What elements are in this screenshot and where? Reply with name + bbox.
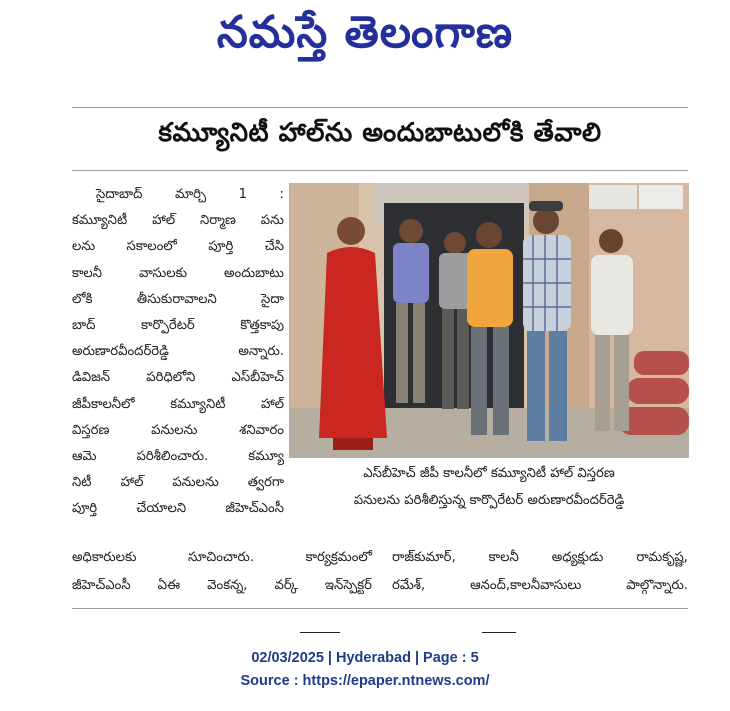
article-line: ఆమె పరిశీలించారు. కమ్యూ xyxy=(72,448,284,464)
article-line: కమ్యూనిటీ హాల్ నిర్మాణ పను xyxy=(72,213,284,229)
photo-caption xyxy=(289,460,689,524)
article-line: జీహెచ్‌ఎంసీ ఏఈ వెంకన్న, వర్క్ ఇన్‌స్పెక్టర్ xyxy=(72,578,372,593)
headline-divider xyxy=(72,170,688,171)
article-bottom-left xyxy=(72,544,372,600)
article-headline: కమ్యూనిటీ హాల్‌ను అందుబాటులోకి తేవాలి xyxy=(158,118,602,148)
article-line: జీపీకాలనీలో కమ్యూనిటీ హాల్ xyxy=(72,396,284,412)
article-line: డివిజన్ పరిధిలోని ఎస్‌బీహెచ్ xyxy=(72,370,284,386)
article-line: లను సకాలంలో పూర్తి చేసి xyxy=(72,239,284,255)
article-line: విస్తరణ పనులను శనివారం xyxy=(72,422,284,438)
photo-caption-line: ఎస్‌బీహెచ్ జీపీ కాలనీలో కమ్యూనిటీ హాల్ విస్తరణ xyxy=(363,466,615,481)
next-article-glimpse xyxy=(230,624,550,633)
photo-caption-line: పనులను పరిశీలిస్తున్న కార్పొరేటర్ అరుణారవీందర్‌రెడ్డి xyxy=(353,493,625,508)
article-left-column xyxy=(72,182,284,522)
news-photo xyxy=(289,183,689,458)
article-line: పూర్తి చేయాలని జీహెచ్‌ఎంసీ xyxy=(72,501,284,517)
article-line: నిటీ హాల్ పనులను త్వరగా xyxy=(72,475,284,491)
article-line: అధికారులకు సూచించారు. కార్యక్రమంలో xyxy=(72,550,372,565)
top-divider xyxy=(72,107,688,108)
article-line: అరుణారవీందర్‌రెడ్డి అన్నారు. xyxy=(72,344,284,360)
article-line: రమేశ్, ఆనంద్,కాలనీవాసులు పాల్గొన్నారు. xyxy=(392,578,688,593)
bottom-divider xyxy=(72,608,688,609)
article-dateline: సైదాబాద్ మార్చి 1 : xyxy=(96,187,284,202)
masthead-title: నమస్తే తెలంగాణ xyxy=(216,7,514,58)
article-line: లోకి తీసుకురావాలని సైదా xyxy=(72,291,284,307)
article-line: బాద్ కార్పొరేటర్ కొత్తకాపు xyxy=(72,317,284,333)
article-bottom-right xyxy=(392,544,688,600)
edition-line: 02/03/2025 | Hyderabad | Page : 5 xyxy=(251,650,479,666)
source-line: Source : https://epaper.ntnews.com/ xyxy=(240,673,490,689)
article-line: రాజ్‌కుమార్, కాలనీ అధ్యక్షుడు రామకృష్ణ, xyxy=(392,550,688,565)
article-line: కాలనీ వాసులకు అందుబాటు xyxy=(72,265,284,281)
